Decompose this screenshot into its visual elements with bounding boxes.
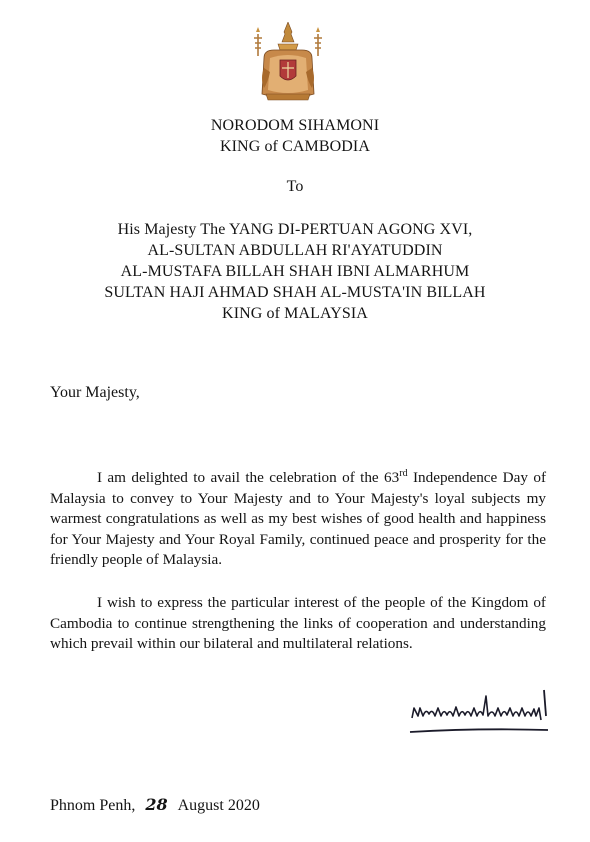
closing-day: 28 [145, 795, 168, 814]
recipient-line: KING of MALAYSIA [222, 305, 368, 322]
paragraph-interest: I wish to express the particular interest of the people of the Kingdom of Cambodia to continue strengthening the links of cooperation and understanding which prevail within our bilateral and multilateral relations. [50, 594, 546, 652]
sender-name: NORODOM SIHAMONI [210, 117, 380, 134]
recipient-line: AL-MUSTAFA BILLAH SHAH IBNI ALMARHUM [120, 263, 470, 280]
sender-title: KING of CAMBODIA [219, 138, 371, 155]
recipient-block [0, 219, 590, 324]
royal-crest-icon [250, 22, 326, 104]
to-label: To [286, 178, 304, 195]
paragraph-congratulations [50, 464, 546, 571]
sender-block [0, 115, 590, 157]
recipient-line: AL-SULTAN ABDULLAH RI'AYATUDDIN [147, 242, 443, 259]
handwritten-signature [408, 686, 552, 738]
closing-line [50, 795, 260, 815]
ordinal-suffix: rd [399, 468, 408, 479]
recipient-line: SULTAN HAJI AHMAD SHAH AL-MUSTA'IN BILLAH [104, 284, 486, 301]
recipient-line: His Majesty The YANG DI-PERTUAN AGONG XVI, [117, 221, 473, 238]
closing-month-year: August 2020 [177, 797, 260, 814]
paragraph-text: Independence Day of Malaysia to convey to Your Majesty and to Your Majesty's loyal subjects my warmest congratulations as well as my best wishes of good health and happiness for Your Majesty and Your Royal Family, continued peace and prosperity for the friendly people of Malaysia. [50, 469, 546, 569]
closing-place: Phnom Penh, [50, 797, 136, 814]
paragraph-text: I am delighted to avail the celebration of the 63 [97, 469, 400, 487]
salutation: Your Majesty, [50, 384, 140, 401]
